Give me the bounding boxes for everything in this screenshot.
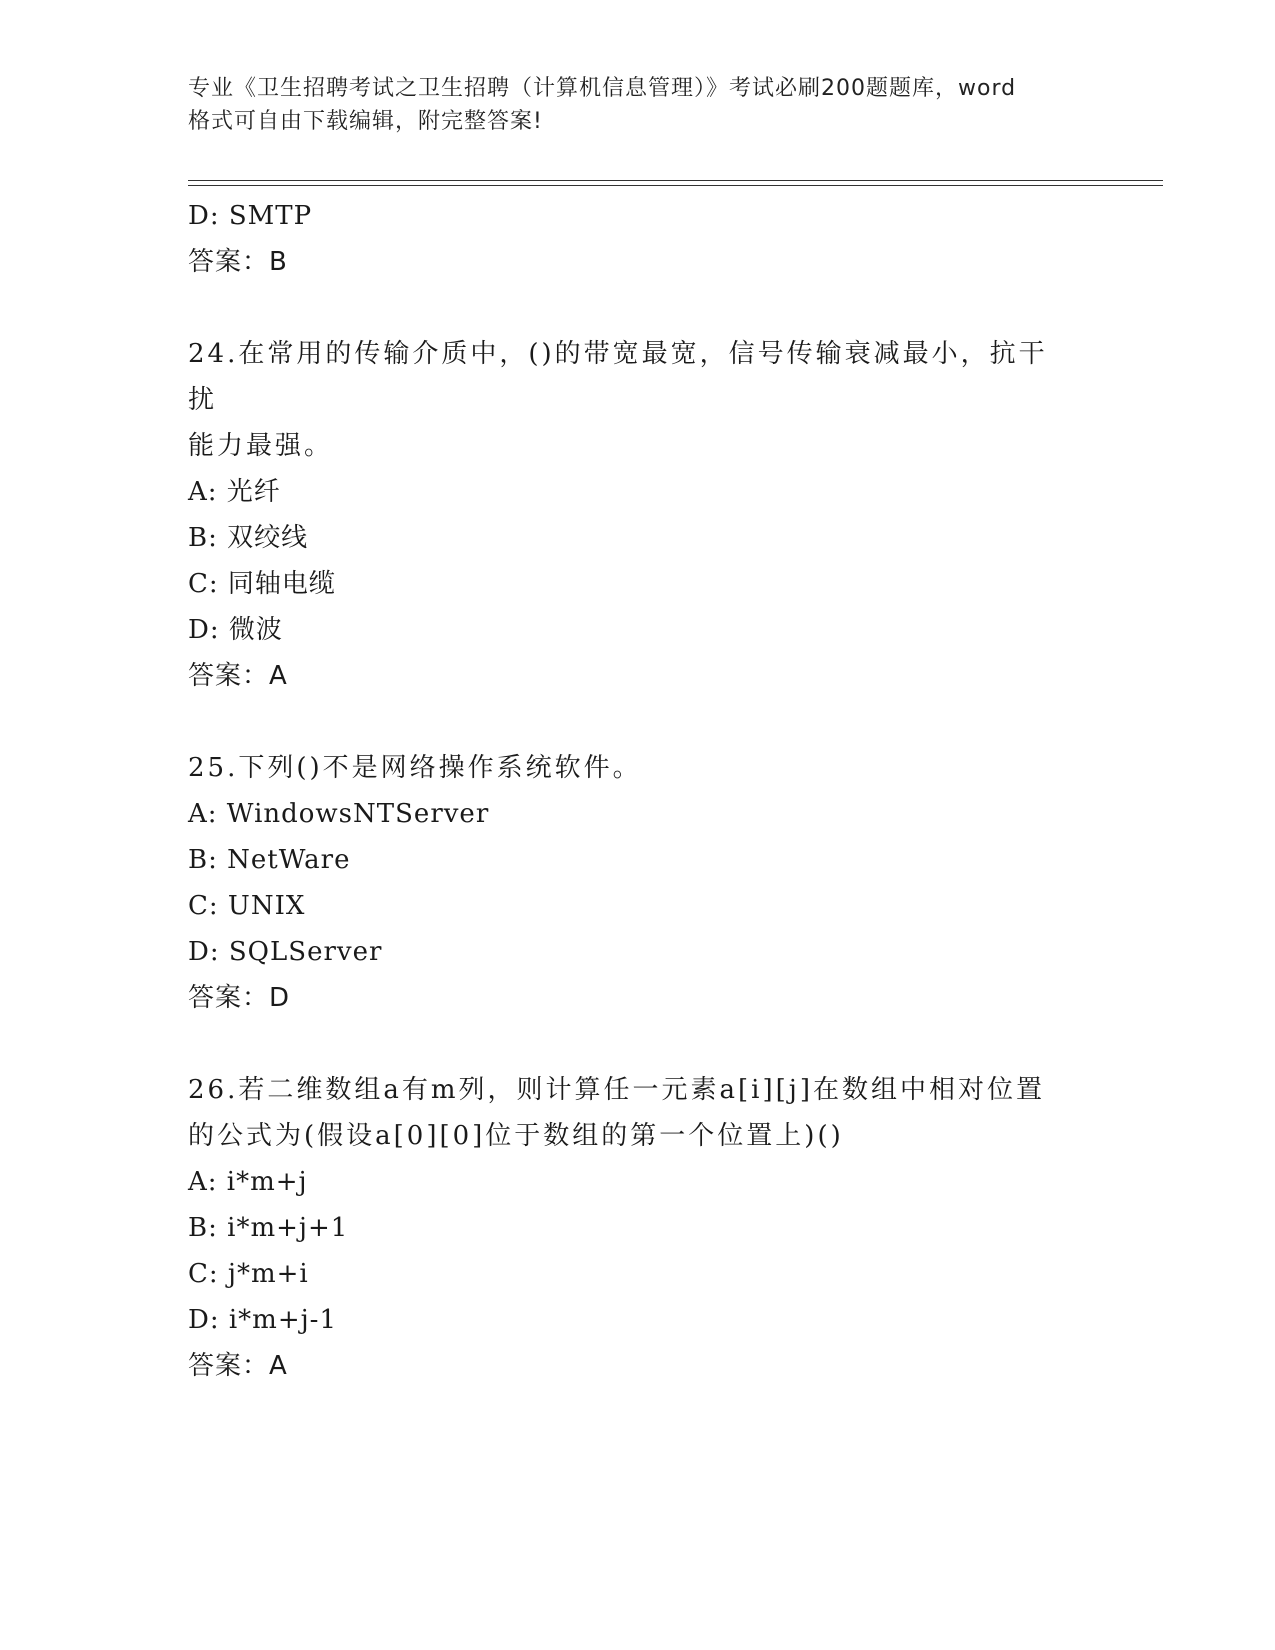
document-header bbox=[188, 72, 1088, 138]
question-stem bbox=[188, 1067, 1068, 1159]
option-d: D: i*m+j-1 bbox=[188, 1305, 338, 1335]
previous-question-tail bbox=[188, 193, 1088, 285]
question-stem bbox=[188, 745, 1068, 791]
option-a: A: WindowsNTServer bbox=[188, 799, 490, 829]
question-content bbox=[188, 193, 1088, 1389]
header-divider-bottom bbox=[188, 185, 1163, 186]
question-stem-line-1: 24.在常用的传输介质中，()的带宽最宽，信号传输衰减最小，抗干扰 bbox=[188, 339, 1048, 415]
answer-line: 答案：A bbox=[188, 661, 288, 691]
question-stem-line-2: 能力最强。 bbox=[188, 431, 334, 461]
option-d: D: SMTP bbox=[188, 201, 313, 231]
question-stem-line-1: 25.下列()不是网络操作系统软件。 bbox=[188, 753, 642, 783]
option-b: B: NetWare bbox=[188, 845, 351, 875]
option-c: C: UNIX bbox=[188, 891, 306, 921]
answer-line: 答案：B bbox=[188, 247, 288, 277]
question-25 bbox=[188, 745, 1088, 1021]
question-stem-line-1: 26.若二维数组a有m列，则计算任一元素a[i][j]在数组中相对位置 bbox=[188, 1075, 1045, 1105]
option-b: B: 双绞线 bbox=[188, 523, 309, 553]
option-a: A: i*m+j bbox=[188, 1167, 308, 1197]
option-d: D: SQLServer bbox=[188, 937, 383, 967]
option-c: C: j*m+i bbox=[188, 1259, 309, 1289]
question-stem-line-2: 的公式为(假设a[0][0]位于数组的第一个位置上)() bbox=[188, 1121, 844, 1151]
option-c: C: 同轴电缆 bbox=[188, 569, 336, 599]
question-24 bbox=[188, 331, 1088, 699]
question-26 bbox=[188, 1067, 1088, 1389]
answer-line: 答案：D bbox=[188, 983, 291, 1013]
option-d: D: 微波 bbox=[188, 615, 283, 645]
header-title-line-2: 格式可自由下载编辑，附完整答案! bbox=[188, 109, 543, 134]
header-title-line-1: 专业《卫生招聘考试之卫生招聘（计算机信息管理）》考试必刷200题题库，word bbox=[188, 76, 1017, 101]
question-stem bbox=[188, 331, 1068, 469]
header-divider-top bbox=[188, 180, 1163, 181]
option-a: A: 光纤 bbox=[188, 477, 281, 507]
option-b: B: i*m+j+1 bbox=[188, 1213, 349, 1243]
answer-line: 答案：A bbox=[188, 1351, 288, 1381]
